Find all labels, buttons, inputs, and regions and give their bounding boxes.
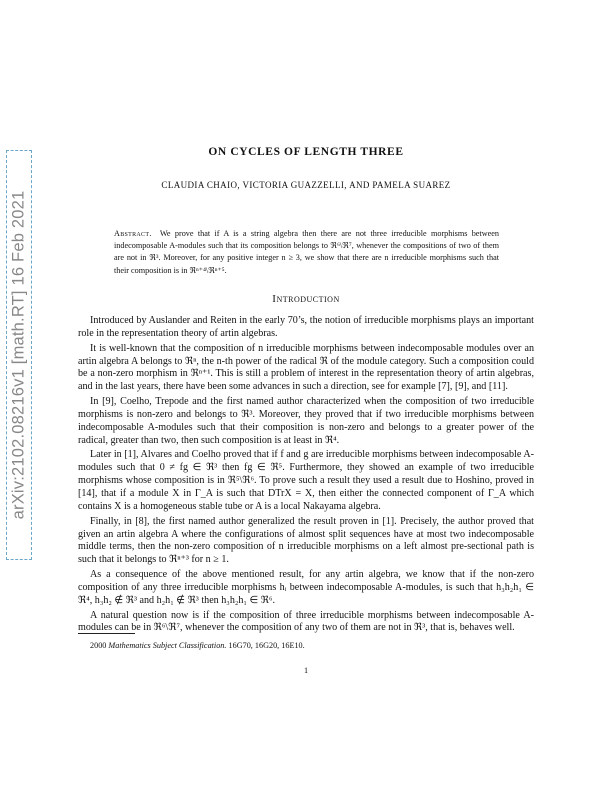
paragraph: A natural question now is if the composition of three irreducible morphisms between indecomposable A-modules can be in ℜ⁶\ℜ⁷, whenever the composition of any two of them are not in ℜ³, that is, behaves well. [78, 609, 534, 634]
abstract [114, 228, 499, 277]
abstract-label: Abstract. [114, 229, 152, 238]
paragraph: Later in [1], Alvares and Coelho proved that if f and g are irreducible morphisms between indecomposable A-modules such that 0 ≠ fg ∈ ℜ³ then fg ∈ ℜ⁵. Furthermore, they showed an example of two irreducible morphisms whose composition is in ℜ⁵\ℜ⁶. To prove such a result they used a result due to Hoshino, proved in [14], that if a module X in Γ_A is such that DTrX = X, then either the connected component of Γ_A which contains X is a homogeneous stable tube or A is a local Nakayama algebra. [78, 449, 534, 512]
paragraph: Finally, in [8], the first named author generalized the result proven in [1]. Precisely, the author proved that given an artin algebra A where the configurations of almost split sequences have at most two indecomposable middle terms, then the non-zero composition of n irreducible morphisms on a left almost pre-sectional path is such that it belongs to ℜⁿ⁺³ for n ≥ 1. [78, 515, 534, 566]
paper-authors: CLAUDIA CHAIO, VICTORIA GUAZZELLI, AND PAMELA SUAREZ [161, 180, 451, 190]
footnote [90, 641, 305, 650]
paragraph: As a consequence of the above mentioned result, for any artin algebra, we know that if the non-zero composition of any three irreducible morphisms hᵢ between indecomposable A-modules, is such that h₃h₂h₁ ∈ ℜ⁴, h₃h₂ ∉ ℜ³ and h₂h₁ ∉ ℜ³ then h₃h₂h₁ ∈ ℜ⁶. [78, 569, 534, 606]
paragraph: Introduced by Auslander and Reiten in the early 70’s, the notion of irreducible morphisms plays an important role in the representation theory of artin algebras. [78, 315, 534, 339]
footnote-divider [78, 633, 135, 634]
footnote-classification-label: Mathematics Subject Classification. [108, 641, 227, 650]
page-number: 1 [303, 666, 309, 675]
section-title-introduction: Introduction [272, 293, 340, 305]
footnote-year: 2000 [90, 641, 107, 650]
paragraph: In [9], Coelho, Trepode and the first named author characterized when the composition of two irreducible morphisms is non-zero and belongs to ℜ³. Moreover, they proved that if two irreducible morphisms between indecomposable A-modules such that their composition is non-zero and belongs to a greater power of the radical, greater than two, then such composition is at least in ℜ⁴. [78, 396, 534, 446]
arxiv-stamp-text: arXiv:2102.08216v1 [math.RT] 16 Feb 2021 [9, 190, 28, 520]
paragraph: It is well-known that the composition of n irreducible morphisms between indecomposable modules over an artin algebra A belongs to ℜⁿ, the n-th power of the radical ℜ of the module category. Such a composition could be a non-zero morphism in ℜⁿ⁺¹. This is still a problem of interest in the representation theory of artin algebras, and in the last years, there have been some advances in such a direction, see for example [7], [9], and [11]. [78, 342, 534, 393]
abstract-text: We prove that if A is a string algebra then there are not three irreducible morphisms between indecomposable A-modules such that its composition belongs to ℜ⁶\ℜ⁷, whenever the compositions of two of them are not in ℜ³. Moreover, for any positive integer n ≥ 3, we show that there are n irreducible morphisms such that their composition is in ℜⁿ⁺⁴\ℜⁿ⁺⁵. [114, 229, 499, 275]
footnote-codes: 16G70, 16G20, 16E10. [228, 641, 305, 650]
paper-title: ON CYCLES OF LENGTH THREE [208, 146, 404, 158]
introduction-body [78, 315, 534, 637]
arxiv-stamp [6, 150, 32, 560]
